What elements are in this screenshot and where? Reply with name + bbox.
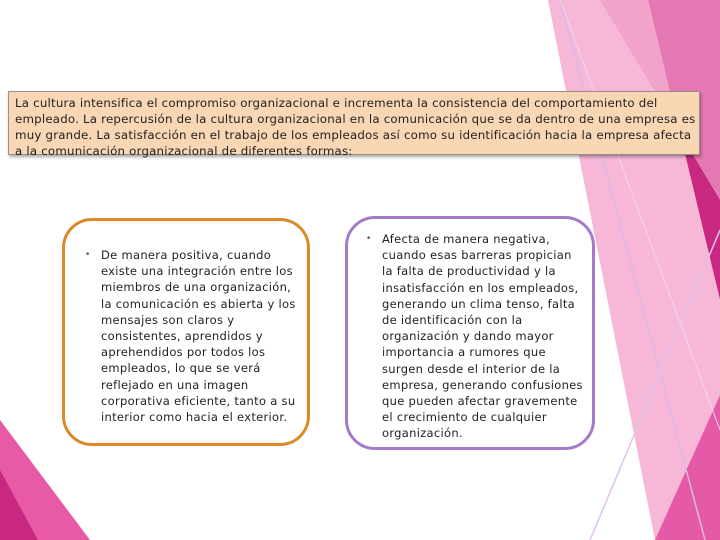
list-item: [85, 247, 297, 425]
negative-effect-card: [345, 216, 595, 450]
bullet-icon: •: [366, 234, 372, 244]
positive-effect-card: [62, 218, 310, 446]
intro-paragraph: La cultura intensifica el compromiso organizacional e incrementa la consistencia del comportamiento del empleado. La repercusión de la cultura organizacional en la comunicación que se da dentro de una empresa es muy grande. La satisfacción en el trabajo de los empleados así como su identificación hacia la empresa afecta a la comunicación organizacional de diferentes formas:: [8, 91, 700, 155]
bullet-icon: •: [85, 250, 91, 260]
positive-effect-text: De manera positiva, cuando existe una integración entre los miembros de una organización, la comunicación es abierta y los mensajes son claros y consistentes, aprendidos y aprehendidos por todos los empleados, lo que se verá reflejado en una imagen corporativa eficiente, tanto a su interior como hacia el exterior.: [101, 248, 296, 425]
list-item: [366, 231, 584, 442]
negative-effect-text: Afecta de manera negativa, cuando esas barreras propician la falta de productividad y la insatisfacción en los empleados, generando un clima tenso, falta de identificación con la organización y dando mayor importancia a rumores que surgen desde el interior de la empresa, generando confusiones que pueden afectar gravemente el crecimiento de cualquier organización.: [382, 232, 583, 441]
